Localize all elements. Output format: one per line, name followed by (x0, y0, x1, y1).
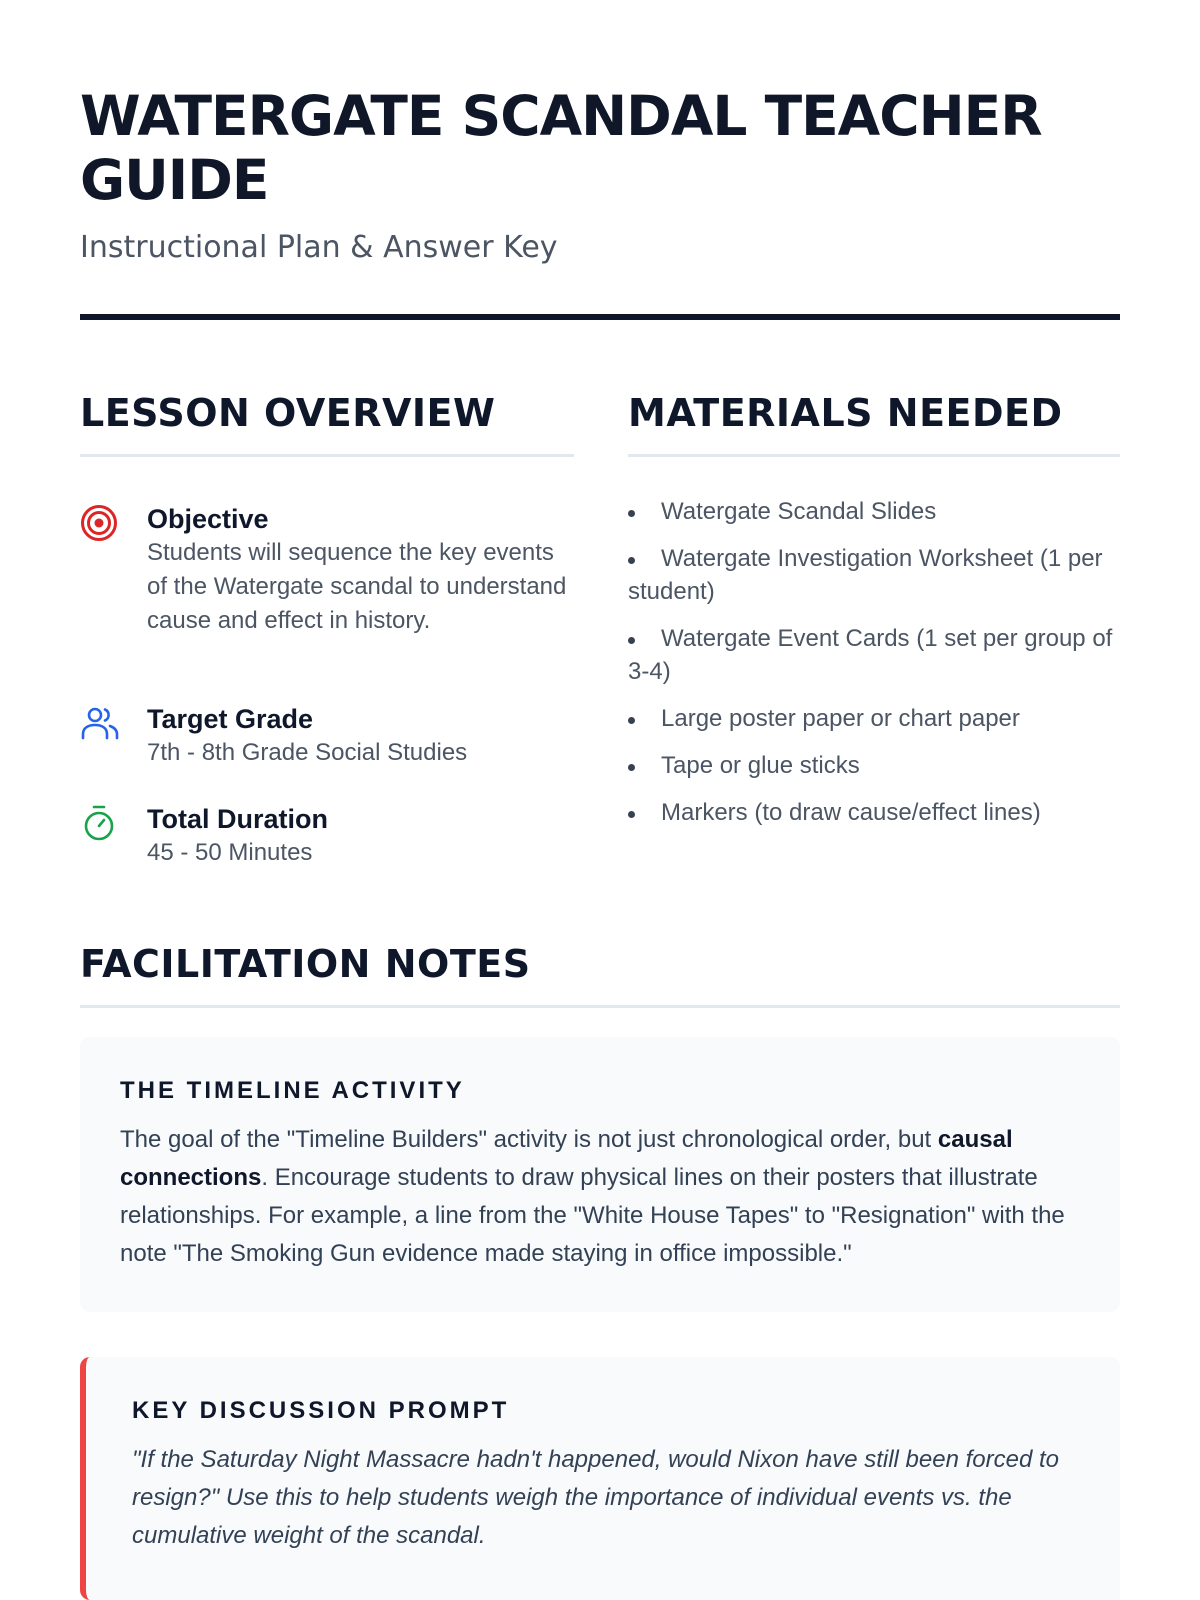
objective-text: Students will sequence the key events of the Watergate scandal to understand cause and effect in history. (147, 539, 567, 634)
list-item: Watergate Event Cards (1 set per group of 3-4) (628, 625, 1113, 685)
title-divider (80, 314, 1120, 320)
target-grade-label: Target Grade (147, 704, 314, 734)
discussion-prompt-card (80, 1357, 1120, 1600)
target-grade-text: 7th - 8th Grade Social Studies (147, 739, 468, 766)
page-subtitle: Instructional Plan & Answer Key (80, 230, 558, 265)
bullet-icon (628, 510, 635, 517)
bullet-icon (628, 811, 635, 818)
emphasis-text: causal connections (120, 1126, 1013, 1191)
bullet-icon (628, 764, 635, 771)
facilitation-notes-divider (80, 1005, 1120, 1008)
timer-icon (80, 804, 120, 844)
target-icon (80, 504, 120, 544)
materials-needed-divider (628, 454, 1120, 457)
objective-label: Objective (147, 504, 269, 534)
materials-list (628, 495, 1120, 843)
list-item: Watergate Investigation Worksheet (1 per student) (628, 545, 1103, 605)
timeline-activity-card (80, 1037, 1120, 1312)
total-duration-label: Total Duration (147, 804, 328, 834)
facilitation-notes-heading: FACILITATION NOTES (80, 942, 531, 986)
lesson-overview-heading: LESSON OVERVIEW (80, 391, 496, 435)
list-item: Tape or glue sticks (628, 749, 1120, 782)
list-item: Markers (to draw cause/effect lines) (628, 796, 1120, 829)
timeline-activity-text: The goal of the "Timeline Builders" activity is not just chronological order, but causal connections. Encourage students to draw physical lines on their posters that illustrate relationships. For example, a line from the "White House Tapes" to "Resignation" with the note "The Smoking Gun evidence made staying in office impossible." (120, 1126, 1065, 1267)
users-icon (80, 704, 120, 744)
discussion-prompt-text: "If the Saturday Night Massacre hadn't happened, would Nixon have still been forced to resign?" Use this to help students weigh the importance of individual events vs. the cumulative weight of the scandal. (132, 1446, 1059, 1549)
list-item: Large poster paper or chart paper (628, 702, 1120, 735)
total-duration-text: 45 - 50 Minutes (147, 839, 313, 866)
lesson-overview-divider (80, 454, 574, 457)
materials-needed-heading: MATERIALS NEEDED (628, 391, 1063, 435)
list-item: Watergate Scandal Slides (628, 495, 1120, 528)
bullet-icon (628, 637, 635, 644)
bullet-icon (628, 557, 635, 564)
timeline-activity-title: THE TIMELINE ACTIVITY (120, 1077, 465, 1104)
bullet-icon (628, 717, 635, 724)
page-title: WATERGATE SCANDAL TEACHER GUIDE (80, 84, 1042, 212)
discussion-prompt-title: KEY DISCUSSION PROMPT (132, 1397, 510, 1424)
